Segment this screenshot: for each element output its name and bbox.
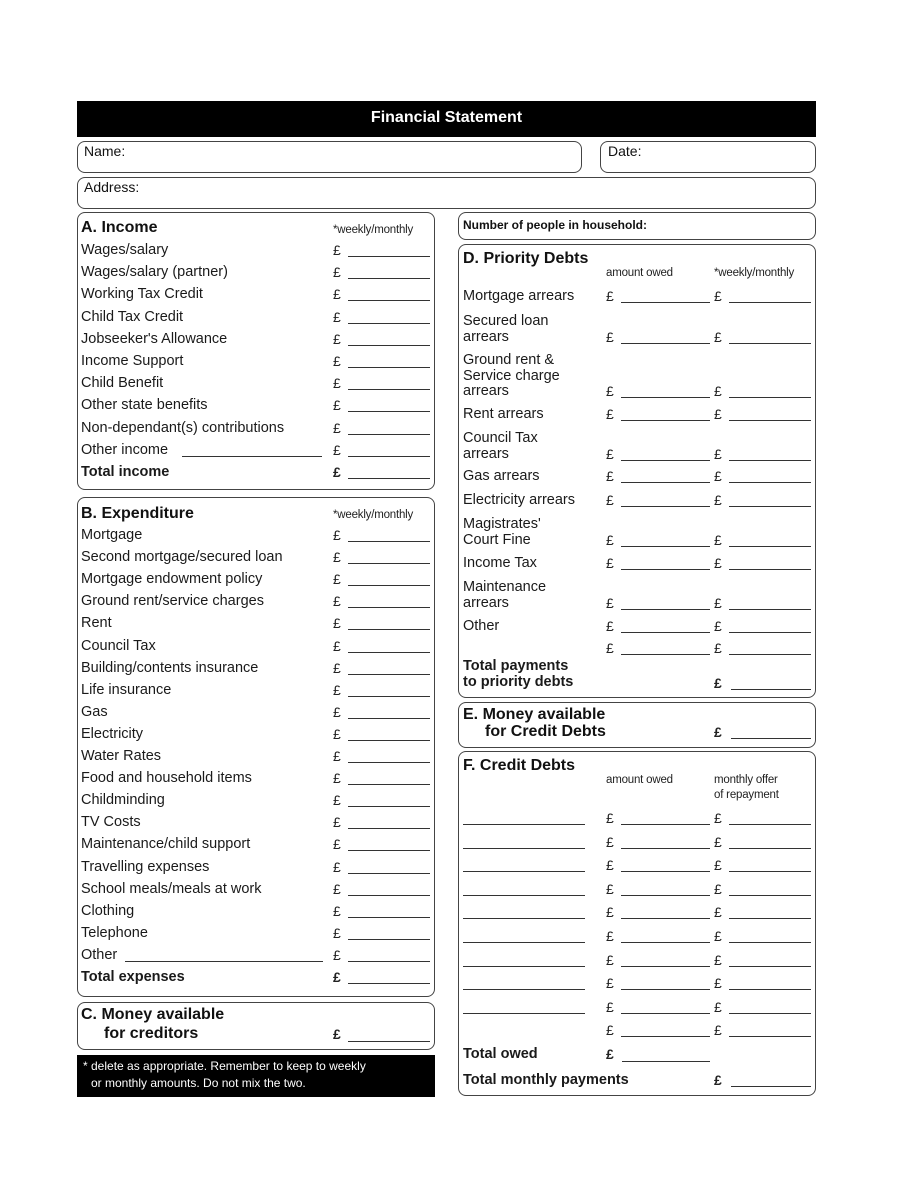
priority-weekly-monthly-input[interactable] (729, 482, 811, 483)
pound-sign: £ (714, 531, 722, 548)
pound-sign: £ (606, 952, 614, 968)
pound-sign: £ (606, 1022, 614, 1038)
footnote (77, 1055, 435, 1097)
pound-sign: £ (606, 928, 614, 944)
income-item-label: Other income (81, 442, 169, 458)
total-income-label: Total income (81, 464, 170, 480)
credit-amount-owed-input[interactable] (621, 871, 710, 872)
pound-sign: £ (606, 555, 614, 571)
pound-sign: £ (333, 836, 341, 852)
priority-weekly-monthly-header: *weekly/monthly (714, 267, 795, 279)
credit-monthly-offer-input[interactable] (729, 895, 811, 896)
pound-sign: £ (714, 492, 722, 508)
creditor-name-input[interactable] (463, 942, 585, 943)
priority-debt-label: Secured loan (463, 313, 549, 329)
priority-weekly-monthly-input[interactable] (729, 609, 811, 610)
expenditure-heading: B. Expenditure (81, 505, 194, 522)
income-item-label: Child Tax Credit (81, 309, 184, 325)
expenditure-amount-input[interactable] (348, 652, 430, 653)
pound-sign: £ (333, 925, 341, 941)
pound-sign: £ (333, 309, 341, 325)
pound-sign: £ (714, 640, 722, 656)
expenditure-amount-input[interactable] (348, 585, 430, 586)
address-label: Address: (84, 179, 140, 195)
credit-amount-owed-input[interactable] (621, 918, 710, 919)
pound-sign: £ (606, 383, 614, 399)
pound-sign: £ (606, 975, 614, 991)
pound-sign: £ (606, 328, 614, 345)
total-owed-label: Total owed (463, 1046, 538, 1062)
pound-sign: £ (606, 834, 614, 850)
expenditure-item-label: Travelling expenses (81, 859, 210, 875)
priority-weekly-monthly-input[interactable] (729, 632, 811, 633)
credit-amount-owed-input[interactable] (621, 989, 710, 990)
pound-sign: £ (714, 555, 722, 571)
credit-debts-heading: F. Credit Debts (463, 757, 576, 774)
pound-sign: £ (333, 638, 341, 654)
pound-sign: £ (606, 492, 614, 508)
expenditure-item-label: Mortgage (81, 527, 143, 543)
credit-amount-owed-header: amount owed (606, 774, 673, 786)
expenditure-amount-input[interactable] (348, 629, 430, 630)
money-for-creditors-line1: C. Money available (81, 1006, 225, 1023)
priority-amount-owed-header: amount owed (606, 267, 673, 279)
pound-sign: £ (606, 999, 614, 1015)
credit-debts-section (458, 751, 816, 1096)
pound-sign: £ (606, 1046, 614, 1062)
creditor-name-input[interactable] (463, 1013, 585, 1014)
priority-weekly-monthly-input[interactable] (729, 460, 811, 461)
pound-sign: £ (606, 468, 614, 484)
expenditure-amount-input[interactable] (348, 563, 430, 564)
priority-weekly-monthly-input[interactable] (729, 397, 811, 398)
pound-sign: £ (714, 810, 722, 826)
total-monthly-payments-label: Total monthly payments (463, 1072, 629, 1088)
money-for-credit-debts-input[interactable] (731, 738, 811, 739)
creditor-name-input[interactable] (463, 966, 585, 967)
pound-sign: £ (333, 571, 341, 587)
creditor-name-input[interactable] (463, 918, 585, 919)
priority-amount-owed-input[interactable] (621, 420, 710, 421)
priority-weekly-monthly-input[interactable] (729, 420, 811, 421)
other-expense-description-input[interactable] (125, 961, 323, 962)
expenditure-amount-input[interactable] (348, 873, 430, 874)
pound-sign: £ (333, 770, 341, 786)
expenditure-amount-input[interactable] (348, 828, 430, 829)
name-field[interactable] (77, 141, 582, 173)
expenditure-item-label: Mortgage endowment policy (81, 571, 263, 587)
income-amount-input[interactable] (348, 411, 430, 412)
priority-total-line2: to priority debts (463, 674, 574, 690)
pound-sign: £ (606, 594, 614, 611)
income-item-label: Wages/salary (partner) (81, 264, 228, 280)
pound-sign: £ (606, 288, 614, 304)
priority-amount-owed-input[interactable] (621, 460, 710, 461)
expenditure-item-label: Electricity (81, 726, 144, 742)
expenditure-item-label: Second mortgage/secured loan (81, 549, 283, 565)
pound-sign: £ (333, 881, 341, 897)
pound-sign: £ (606, 857, 614, 873)
pound-sign: £ (714, 1072, 722, 1088)
pound-sign: £ (333, 1026, 341, 1042)
pound-sign: £ (333, 464, 341, 480)
total-expenses-label: Total expenses (81, 969, 185, 985)
credit-monthly-offer-input[interactable] (729, 942, 811, 943)
priority-total-line1: Total payments (463, 658, 569, 674)
credit-amount-owed-input[interactable] (621, 966, 710, 967)
expenditure-amount-input[interactable] (348, 784, 430, 785)
income-item-label: Working Tax Credit (81, 286, 203, 302)
income-item-label: Jobseeker's Allowance (81, 331, 228, 347)
pound-sign: £ (333, 593, 341, 609)
expenditure-amount-input[interactable] (348, 696, 430, 697)
credit-amount-owed-input[interactable] (621, 895, 710, 896)
expenditure-amount-input[interactable] (348, 917, 430, 918)
credit-amount-owed-input[interactable] (621, 1013, 710, 1014)
priority-debts-heading: D. Priority Debts (463, 250, 589, 267)
pound-sign: £ (714, 383, 722, 399)
money-for-credit-debts-line2: for Credit Debts (485, 723, 606, 740)
total-expenses-input[interactable] (348, 983, 430, 984)
pound-sign: £ (333, 353, 341, 369)
priority-debt-label: arrears (463, 383, 509, 399)
name-label: Name: (84, 143, 126, 159)
pound-sign: £ (333, 615, 341, 631)
pound-sign: £ (333, 814, 341, 830)
pound-sign: £ (606, 445, 614, 462)
income-item-label: Wages/salary (81, 242, 169, 258)
pound-sign: £ (714, 675, 722, 691)
expenditure-amount-input[interactable] (348, 806, 430, 807)
expenditure-item-label: Clothing (81, 903, 135, 919)
total-monthly-payments-input[interactable] (731, 1086, 811, 1087)
priority-debt-label: Ground rent & (463, 352, 555, 368)
pound-sign: £ (333, 264, 341, 280)
priority-debt-label: Service charge (463, 367, 560, 384)
pound-sign: £ (333, 397, 341, 413)
priority-debt-label: Court Fine (463, 531, 531, 548)
priority-weekly-monthly-input[interactable] (729, 302, 811, 303)
priority-amount-owed-input[interactable] (621, 482, 710, 483)
priority-weekly-monthly-input[interactable] (729, 343, 811, 344)
pound-sign: £ (333, 969, 341, 985)
pound-sign: £ (714, 999, 722, 1015)
expenditure-item-label: Water Rates (81, 748, 162, 764)
address-field[interactable] (77, 177, 816, 209)
expenditure-item-label: Childminding (81, 792, 165, 808)
income-item-label: Child Benefit (81, 375, 164, 391)
pound-sign: £ (606, 640, 614, 656)
money-for-credit-debts-line1: E. Money available (463, 706, 606, 723)
priority-amount-owed-input[interactable] (621, 506, 710, 507)
priority-weekly-monthly-input[interactable] (729, 546, 811, 547)
expenditure-amount-input[interactable] (348, 740, 430, 741)
expenditure-amount-input[interactable] (348, 895, 430, 896)
expenditure-amount-input[interactable] (348, 850, 430, 851)
pound-sign: £ (606, 531, 614, 548)
income-amount-input[interactable] (348, 256, 430, 257)
pound-sign: £ (606, 406, 614, 422)
income-amount-input[interactable] (348, 323, 430, 324)
priority-amount-owed-input[interactable] (621, 546, 710, 547)
expenditure-item-label: School meals/meals at work (81, 881, 262, 897)
income-item-label: Non-dependant(s) contributions (81, 420, 285, 436)
priority-debt-label: arrears (463, 328, 509, 345)
pound-sign: £ (333, 549, 341, 565)
credit-amount-owed-input[interactable] (621, 824, 710, 825)
money-for-creditors-line2: for creditors (104, 1025, 199, 1042)
pound-sign: £ (606, 904, 614, 920)
income-item-label: Income Support (81, 353, 184, 369)
pound-sign: £ (333, 527, 341, 543)
priority-amount-owed-input[interactable] (621, 302, 710, 303)
expenditure-item-label: Rent (81, 615, 112, 631)
pound-sign: £ (714, 594, 722, 611)
priority-debt-label: Council Tax (463, 430, 538, 446)
pound-sign: £ (333, 859, 341, 875)
credit-monthly-offer-header-line1: monthly offer (714, 774, 778, 786)
expenditure-item-label: Ground rent/service charges (81, 593, 264, 609)
priority-debt-label: Rent arrears (463, 406, 544, 422)
credit-monthly-offer-input[interactable] (729, 871, 811, 872)
pound-sign: £ (714, 1022, 722, 1038)
pound-sign: £ (714, 445, 722, 462)
priority-debt-label: arrears (463, 445, 509, 462)
pound-sign: £ (714, 618, 722, 634)
pound-sign: £ (714, 328, 722, 345)
creditor-name-input[interactable] (463, 848, 585, 849)
creditor-name-input[interactable] (463, 824, 585, 825)
income-heading: A. Income (81, 219, 158, 236)
pound-sign: £ (333, 748, 341, 764)
income-item-label: Other state benefits (81, 397, 208, 413)
pound-sign: £ (714, 288, 722, 304)
pound-sign: £ (333, 242, 341, 258)
pound-sign: £ (333, 660, 341, 676)
priority-weekly-monthly-input[interactable] (729, 569, 811, 570)
priority-amount-owed-input[interactable] (621, 397, 710, 398)
priority-debt-label: Magistrates' (463, 516, 541, 532)
expenditure-item-label: Other (81, 947, 118, 963)
pound-sign: £ (714, 468, 722, 484)
expenditure-item-label: Council Tax (81, 638, 156, 654)
credit-monthly-offer-input[interactable] (729, 918, 811, 919)
priority-amount-owed-input[interactable] (621, 609, 710, 610)
pound-sign: £ (606, 810, 614, 826)
priority-debt-label: Other (463, 618, 500, 634)
expenditure-amount-input[interactable] (348, 541, 430, 542)
total-owed-input[interactable] (622, 1061, 710, 1062)
priority-debt-label: arrears (463, 594, 509, 611)
pound-sign: £ (333, 903, 341, 919)
footnote-line1: * delete as appropriate. Remember to keep to weekly (83, 1059, 366, 1073)
priority-debt-label: Electricity arrears (463, 492, 575, 508)
expenditure-amount-input[interactable] (348, 718, 430, 719)
expenditure-amount-input[interactable] (348, 762, 430, 763)
creditor-name-input[interactable] (463, 989, 585, 990)
credit-monthly-offer-input[interactable] (729, 989, 811, 990)
priority-weekly-monthly-input[interactable] (729, 506, 811, 507)
income-column-header: *weekly/monthly (333, 224, 414, 236)
expenditure-amount-input[interactable] (348, 607, 430, 608)
credit-amount-owed-input[interactable] (621, 848, 710, 849)
credit-monthly-offer-input[interactable] (729, 1013, 811, 1014)
pound-sign: £ (333, 442, 341, 458)
income-amount-input[interactable] (348, 300, 430, 301)
priority-amount-owed-input[interactable] (621, 654, 710, 655)
pound-sign: £ (714, 406, 722, 422)
priority-debt-label: Mortgage arrears (463, 288, 575, 304)
expenditure-amount-input[interactable] (348, 961, 430, 962)
pound-sign: £ (333, 704, 341, 720)
pound-sign: £ (714, 952, 722, 968)
household-label: Number of people in household: (463, 218, 647, 232)
income-amount-input[interactable] (348, 345, 430, 346)
expenditure-item-label: Gas (81, 704, 108, 720)
pound-sign: £ (333, 792, 341, 808)
credit-monthly-offer-input[interactable] (729, 824, 811, 825)
income-amount-input[interactable] (348, 389, 430, 390)
income-amount-input[interactable] (348, 434, 430, 435)
priority-debt-label: Gas arrears (463, 468, 540, 484)
creditor-name-input[interactable] (463, 871, 585, 872)
money-for-creditors-input[interactable] (348, 1041, 430, 1042)
credit-amount-owed-input[interactable] (621, 1036, 710, 1037)
pound-sign: £ (333, 726, 341, 742)
priority-total-input[interactable] (731, 689, 811, 690)
expenditure-item-label: Telephone (81, 925, 148, 941)
expenditure-item-label: TV Costs (81, 814, 141, 830)
other-income-description-input[interactable] (182, 456, 322, 457)
priority-amount-owed-input[interactable] (621, 343, 710, 344)
income-amount-input[interactable] (348, 278, 430, 279)
pound-sign: £ (714, 834, 722, 850)
date-label: Date: (608, 143, 642, 159)
priority-weekly-monthly-input[interactable] (729, 654, 811, 655)
credit-monthly-offer-header-line2: of repayment (714, 789, 779, 801)
form-title: Financial Statement (77, 101, 816, 137)
expenditure-column-header: *weekly/monthly (333, 509, 414, 521)
pound-sign: £ (333, 286, 341, 302)
expenditure-item-label: Maintenance/child support (81, 836, 251, 852)
total-income-input[interactable] (348, 478, 430, 479)
priority-debt-label: Maintenance (463, 579, 547, 595)
priority-debt-label: Income Tax (463, 555, 537, 571)
pound-sign: £ (333, 375, 341, 391)
pound-sign: £ (714, 857, 722, 873)
pound-sign: £ (333, 947, 341, 963)
credit-monthly-offer-input[interactable] (729, 1036, 811, 1037)
expenditure-amount-input[interactable] (348, 674, 430, 675)
pound-sign: £ (606, 618, 614, 634)
pound-sign: £ (333, 682, 341, 698)
pound-sign: £ (606, 881, 614, 897)
expenditure-item-label: Life insurance (81, 682, 172, 698)
expenditure-item-label: Food and household items (81, 770, 252, 786)
pound-sign: £ (333, 331, 341, 347)
credit-monthly-offer-input[interactable] (729, 966, 811, 967)
expenditure-amount-input[interactable] (348, 939, 430, 940)
creditor-name-input[interactable] (463, 895, 585, 896)
pound-sign: £ (714, 975, 722, 991)
pound-sign: £ (714, 724, 722, 740)
priority-amount-owed-input[interactable] (621, 632, 710, 633)
pound-sign: £ (333, 420, 341, 436)
pound-sign: £ (714, 881, 722, 897)
pound-sign: £ (714, 928, 722, 944)
expenditure-item-label: Building/contents insurance (81, 660, 259, 676)
credit-amount-owed-input[interactable] (621, 942, 710, 943)
pound-sign: £ (714, 904, 722, 920)
priority-amount-owed-input[interactable] (621, 569, 710, 570)
footnote-line2: or monthly amounts. Do not mix the two. (91, 1076, 306, 1090)
income-amount-input[interactable] (348, 456, 430, 457)
credit-monthly-offer-input[interactable] (729, 848, 811, 849)
income-amount-input[interactable] (348, 367, 430, 368)
